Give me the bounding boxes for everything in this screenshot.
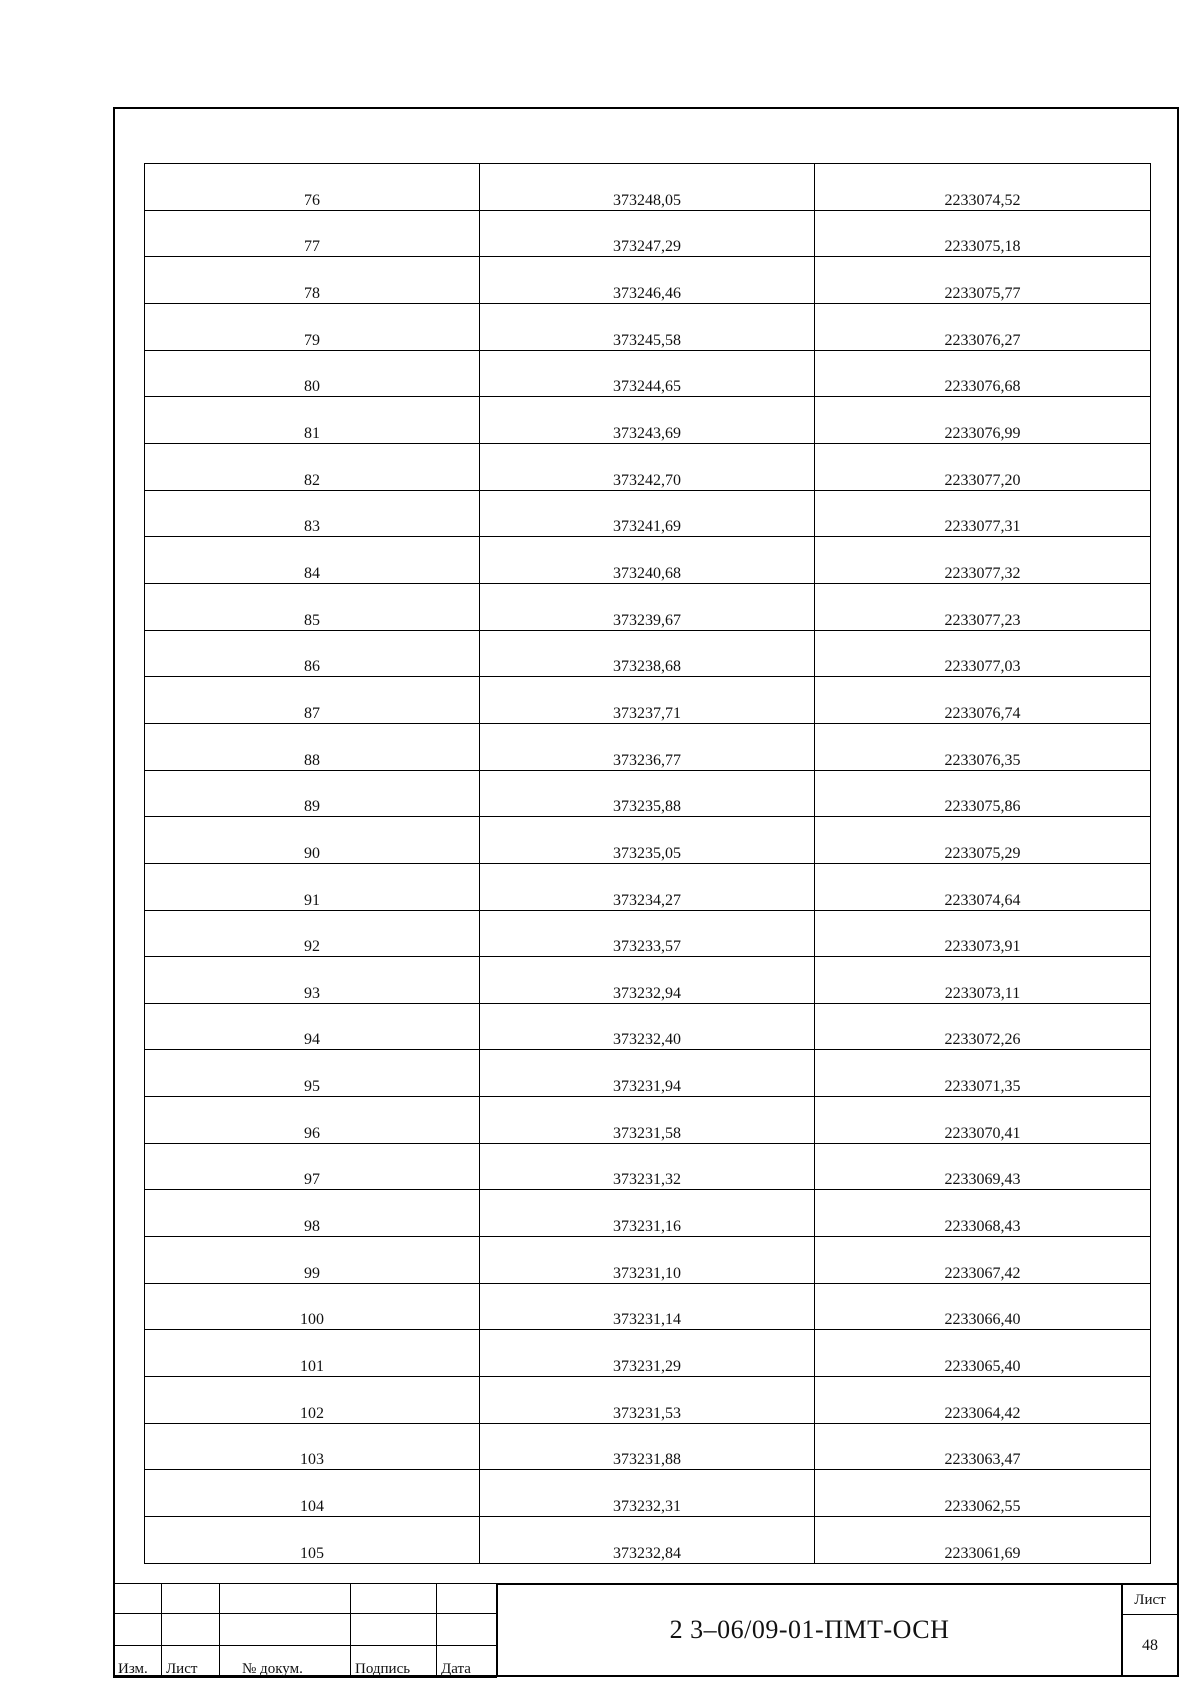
point-number-cell: 96: [145, 1097, 480, 1144]
y-coordinate-cell: 2233077,23: [815, 583, 1151, 630]
sheet-number: 48: [1142, 1637, 1158, 1654]
y-coordinate-cell: 2233064,42: [815, 1377, 1151, 1424]
stamp-cell: [162, 1614, 220, 1646]
x-coordinate-cell: 373248,05: [480, 164, 815, 211]
point-number-cell: 86: [145, 630, 480, 677]
y-coordinate-cell: 2233076,27: [815, 303, 1151, 350]
point-number-cell: 100: [145, 1283, 480, 1330]
y-coordinate-cell: 2233071,35: [815, 1050, 1151, 1097]
stamp-cell: [437, 1614, 497, 1646]
stamp-cell: [437, 1584, 497, 1614]
table-row: [145, 583, 1151, 630]
point-number-cell: 89: [145, 770, 480, 817]
table-row: [145, 443, 1151, 490]
table-row: [145, 537, 1151, 584]
point-number-cell: 87: [145, 677, 480, 724]
y-coordinate-cell: 2233075,86: [815, 770, 1151, 817]
sheet-number-box: [1121, 1583, 1179, 1677]
x-coordinate-cell: 373238,68: [480, 630, 815, 677]
coordinates-table-body: [145, 164, 1151, 1564]
y-coordinate-cell: 2233075,18: [815, 210, 1151, 257]
x-coordinate-cell: 373232,94: [480, 957, 815, 1004]
point-number-cell: 80: [145, 350, 480, 397]
x-coordinate-cell: 373231,10: [480, 1237, 815, 1284]
y-coordinate-cell: 2233061,69: [815, 1517, 1151, 1564]
stamp-cell: [220, 1584, 351, 1614]
x-coordinate-cell: 373236,77: [480, 723, 815, 770]
stamp-cell: [351, 1584, 437, 1614]
x-coordinate-cell: 373241,69: [480, 490, 815, 537]
table-row: [145, 303, 1151, 350]
y-coordinate-cell: 2233076,74: [815, 677, 1151, 724]
y-coordinate-cell: 2233077,32: [815, 537, 1151, 584]
table-row: [145, 630, 1151, 677]
x-coordinate-cell: 373231,29: [480, 1330, 815, 1377]
y-coordinate-cell: 2233063,47: [815, 1423, 1151, 1470]
stamp-label-list: Лист: [162, 1646, 220, 1678]
table-row: [145, 1097, 1151, 1144]
table-row: [145, 490, 1151, 537]
point-number-cell: 77: [145, 210, 480, 257]
point-number-cell: 76: [145, 164, 480, 211]
point-number-cell: 102: [145, 1377, 480, 1424]
point-number-cell: 91: [145, 863, 480, 910]
table-row: [145, 1377, 1151, 1424]
table-row: [145, 164, 1151, 211]
point-number-cell: 101: [145, 1330, 480, 1377]
table-row: [145, 1143, 1151, 1190]
stamp-label-doc: № докум.: [220, 1646, 351, 1678]
y-coordinate-cell: 2233068,43: [815, 1190, 1151, 1237]
stamp-cell: [114, 1614, 162, 1646]
x-coordinate-cell: 373245,58: [480, 303, 815, 350]
y-coordinate-cell: 2233077,03: [815, 630, 1151, 677]
y-coordinate-cell: 2233076,68: [815, 350, 1151, 397]
y-coordinate-cell: 2233076,35: [815, 723, 1151, 770]
table-row: [145, 397, 1151, 444]
y-coordinate-cell: 2233065,40: [815, 1330, 1151, 1377]
y-coordinate-cell: 2233077,31: [815, 490, 1151, 537]
table-row: [145, 1423, 1151, 1470]
x-coordinate-cell: 373234,27: [480, 863, 815, 910]
x-coordinate-cell: 373231,58: [480, 1097, 815, 1144]
y-coordinate-cell: 2233070,41: [815, 1097, 1151, 1144]
x-coordinate-cell: 373243,69: [480, 397, 815, 444]
x-coordinate-cell: 373231,16: [480, 1190, 815, 1237]
x-coordinate-cell: 373235,88: [480, 770, 815, 817]
y-coordinate-cell: 2233075,77: [815, 257, 1151, 304]
point-number-cell: 103: [145, 1423, 480, 1470]
point-number-cell: 90: [145, 817, 480, 864]
point-number-cell: 104: [145, 1470, 480, 1517]
title-block: [113, 1583, 1179, 1677]
point-number-cell: 99: [145, 1237, 480, 1284]
point-number-cell: 93: [145, 957, 480, 1004]
x-coordinate-cell: 373232,40: [480, 1003, 815, 1050]
coordinates-table: [144, 163, 1151, 1564]
stamp-label-izm: Изм.: [114, 1646, 162, 1678]
table-row: [145, 723, 1151, 770]
x-coordinate-cell: 373242,70: [480, 443, 815, 490]
table-row: [145, 863, 1151, 910]
point-number-cell: 95: [145, 1050, 480, 1097]
point-number-cell: 83: [145, 490, 480, 537]
x-coordinate-cell: 373232,31: [480, 1470, 815, 1517]
x-coordinate-cell: 373235,05: [480, 817, 815, 864]
x-coordinate-cell: 373233,57: [480, 910, 815, 957]
stamp-cell: [220, 1614, 351, 1646]
table-row: [145, 1470, 1151, 1517]
x-coordinate-cell: 373231,94: [480, 1050, 815, 1097]
table-row: [145, 910, 1151, 957]
table-row: [145, 210, 1151, 257]
table-row: [145, 350, 1151, 397]
x-coordinate-cell: 373237,71: [480, 677, 815, 724]
x-coordinate-cell: 373231,53: [480, 1377, 815, 1424]
stamp-cell: [162, 1584, 220, 1614]
point-number-cell: 105: [145, 1517, 480, 1564]
y-coordinate-cell: 2233073,11: [815, 957, 1151, 1004]
table-row: [145, 677, 1151, 724]
table-row: [145, 1190, 1151, 1237]
y-coordinate-cell: 2233067,42: [815, 1237, 1151, 1284]
stamp-label-sign: Подпись: [351, 1646, 437, 1678]
y-coordinate-cell: 2233069,43: [815, 1143, 1151, 1190]
point-number-cell: 88: [145, 723, 480, 770]
document-code: 2 3–06/09-01-ПМТ-ОСН: [496, 1583, 1123, 1677]
point-number-cell: 79: [145, 303, 480, 350]
table-row: [145, 1003, 1151, 1050]
y-coordinate-cell: 2233076,99: [815, 397, 1151, 444]
y-coordinate-cell: 2233066,40: [815, 1283, 1151, 1330]
table-row: [145, 957, 1151, 1004]
table-row: [145, 1517, 1151, 1564]
y-coordinate-cell: 2233075,29: [815, 817, 1151, 864]
point-number-cell: 97: [145, 1143, 480, 1190]
point-number-cell: 85: [145, 583, 480, 630]
table-row: [145, 1330, 1151, 1377]
stamp-label-date: Дата: [437, 1646, 497, 1678]
x-coordinate-cell: 373240,68: [480, 537, 815, 584]
x-coordinate-cell: 373246,46: [480, 257, 815, 304]
x-coordinate-cell: 373247,29: [480, 210, 815, 257]
point-number-cell: 94: [145, 1003, 480, 1050]
stamp-cell: [114, 1584, 162, 1614]
y-coordinate-cell: 2233074,52: [815, 164, 1151, 211]
table-row: [145, 1283, 1151, 1330]
x-coordinate-cell: 373244,65: [480, 350, 815, 397]
x-coordinate-cell: 373232,84: [480, 1517, 815, 1564]
point-number-cell: 82: [145, 443, 480, 490]
y-coordinate-cell: 2233072,26: [815, 1003, 1151, 1050]
point-number-cell: 98: [145, 1190, 480, 1237]
table-row: [145, 1050, 1151, 1097]
y-coordinate-cell: 2233073,91: [815, 910, 1151, 957]
sheet-label: Лист: [1123, 1585, 1177, 1615]
x-coordinate-cell: 373231,88: [480, 1423, 815, 1470]
y-coordinate-cell: 2233074,64: [815, 863, 1151, 910]
stamp-cell: [351, 1614, 437, 1646]
table-row: [145, 1237, 1151, 1284]
point-number-cell: 84: [145, 537, 480, 584]
table-row: [145, 817, 1151, 864]
point-number-cell: 92: [145, 910, 480, 957]
point-number-cell: 78: [145, 257, 480, 304]
table-row: [145, 257, 1151, 304]
y-coordinate-cell: 2233062,55: [815, 1470, 1151, 1517]
table-row: [145, 770, 1151, 817]
stamp-table: [113, 1583, 497, 1678]
x-coordinate-cell: 373231,32: [480, 1143, 815, 1190]
x-coordinate-cell: 373231,14: [480, 1283, 815, 1330]
point-number-cell: 81: [145, 397, 480, 444]
x-coordinate-cell: 373239,67: [480, 583, 815, 630]
y-coordinate-cell: 2233077,20: [815, 443, 1151, 490]
